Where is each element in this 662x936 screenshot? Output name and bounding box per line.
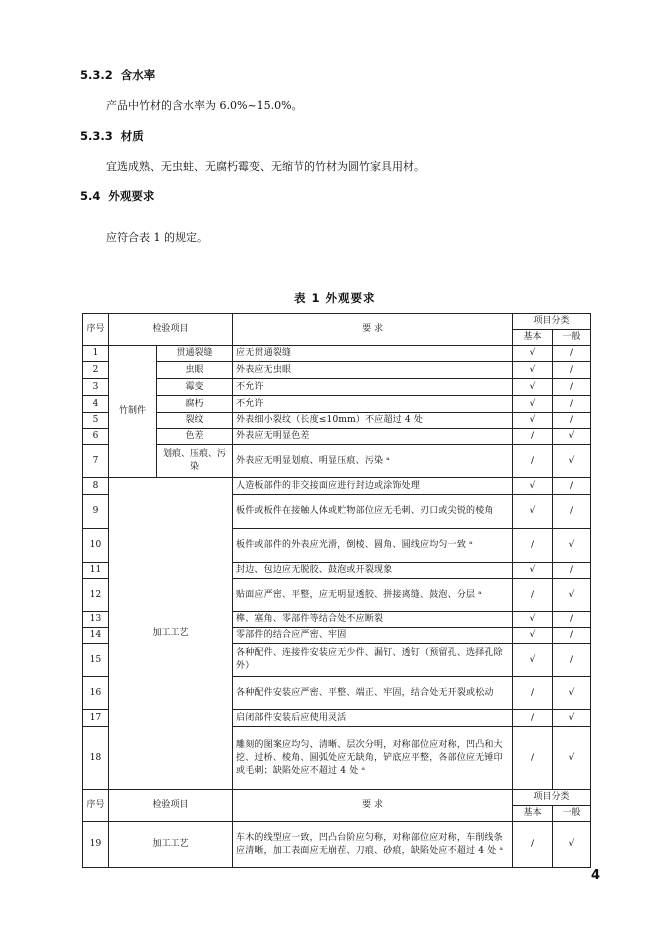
- header-basic: 基本: [513, 806, 553, 822]
- row-item: 裂纹: [157, 413, 233, 429]
- section-title: 材质: [120, 129, 144, 143]
- section-5-3-2-body: 产品中竹材的含水率为 6.0%~15.0%。: [106, 99, 303, 112]
- row-general: √: [553, 822, 591, 868]
- row-basic: /: [513, 677, 553, 710]
- row-requirement: 板件或部件的外表应光滑，倒棱、圆角、圆线应均匀一致 ᵃ: [233, 529, 513, 563]
- header-requirement: 要 求: [233, 790, 513, 822]
- row-requirement: 各种配件、连接件安装应无少件、漏钉、透钉（预留孔、选择孔除外）: [233, 644, 513, 677]
- row-item: 霉变: [157, 379, 233, 396]
- section-number: 5.3.3: [80, 129, 113, 143]
- row-basic: /: [513, 822, 553, 868]
- row-requirement: 应无贯通裂缝: [233, 346, 513, 362]
- row-basic: /: [513, 727, 553, 790]
- row-requirement: 零部件的结合应严密、牢固: [233, 628, 513, 644]
- row-requirement: 启闭部件安装后应使用灵活: [233, 710, 513, 727]
- header-category: 项目分类: [513, 790, 591, 806]
- row-requirement: 外表细小裂纹（长度≤10mm）不应超过 4 处: [233, 413, 513, 429]
- row-requirement: 封边、包边应无脱胶、鼓泡或开裂现象: [233, 563, 513, 579]
- row-basic: √: [513, 628, 553, 644]
- section-number: 5.4: [80, 189, 101, 203]
- header-item: 检验项目: [109, 790, 233, 822]
- row-basic: √: [513, 612, 553, 628]
- row-basic: /: [513, 579, 553, 612]
- row-item: 虫眼: [157, 362, 233, 379]
- page-number: 4: [590, 868, 600, 883]
- row-basic: √: [513, 563, 553, 579]
- row-basic: √: [513, 644, 553, 677]
- row-basic: /: [513, 710, 553, 727]
- row-requirement: 雕刻的图案应均匀、清晰、层次分明，对称部位应对称，凹凸和大挖、过桥、棱角、圆弧处应无缺角，铲底应平整，各部位应无锤印或毛刺；缺陷处应不超过 4 处 ᵃ: [233, 727, 513, 790]
- row-no: 3: [83, 379, 109, 396]
- row-general: √: [553, 579, 591, 612]
- row-general: √: [553, 529, 591, 563]
- header-basic: 基本: [513, 330, 553, 346]
- row-no: 16: [83, 677, 109, 710]
- group-processing: 加工工艺: [109, 822, 233, 868]
- row-no: 17: [83, 710, 109, 727]
- row-basic: √: [513, 413, 553, 429]
- row-item: 划痕、压痕、污染: [157, 445, 233, 478]
- row-requirement: 板件或板件在接触人体或贮物部位应无毛刺、刃口或尖锐的棱角: [233, 495, 513, 529]
- row-requirement: 榫、塞角、零部件等结合处不应断裂: [233, 612, 513, 628]
- row-general: /: [553, 362, 591, 379]
- row-basic: √: [513, 495, 553, 529]
- row-no: 13: [83, 612, 109, 628]
- section-5-3-2-heading: [80, 67, 155, 83]
- row-requirement: 外表应无明显色差: [233, 429, 513, 445]
- header-general: 一般: [553, 330, 591, 346]
- section-number: 5.3.2: [80, 68, 113, 82]
- row-general: /: [553, 346, 591, 362]
- row-general: √: [553, 710, 591, 727]
- row-requirement: 不允许: [233, 379, 513, 396]
- section-5-3-3-heading: [80, 128, 144, 144]
- row-general: /: [553, 628, 591, 644]
- row-requirement: 不允许: [233, 396, 513, 413]
- row-no: 4: [83, 396, 109, 413]
- row-general: /: [553, 396, 591, 413]
- row-general: /: [553, 563, 591, 579]
- row-no: 12: [83, 579, 109, 612]
- row-basic: √: [513, 478, 553, 495]
- section-5-4-heading: [80, 188, 154, 204]
- header-requirement: 要 求: [233, 314, 513, 346]
- row-no: 8: [83, 478, 109, 495]
- row-no: 7: [83, 445, 109, 478]
- row-basic: √: [513, 346, 553, 362]
- group-processing: 加工工艺: [109, 478, 233, 790]
- row-no: 14: [83, 628, 109, 644]
- row-general: /: [553, 644, 591, 677]
- section-5-3-3-body: 宜选成熟、无虫蛀、无腐朽霉变、无缩节的竹材为圆竹家具用材。: [106, 160, 425, 173]
- row-no: 11: [83, 563, 109, 579]
- row-no: 19: [83, 822, 109, 868]
- row-basic: √: [513, 379, 553, 396]
- row-general: √: [553, 445, 591, 478]
- row-no: 18: [83, 727, 109, 790]
- row-general: /: [553, 495, 591, 529]
- header-general: 一般: [553, 806, 591, 822]
- row-general: /: [553, 379, 591, 396]
- row-requirement: 外表应无虫眼: [233, 362, 513, 379]
- row-no: 1: [83, 346, 109, 362]
- row-general: /: [553, 478, 591, 495]
- header-item: 检验项目: [109, 314, 233, 346]
- row-basic: /: [513, 429, 553, 445]
- appearance-requirements-table: [82, 313, 591, 868]
- row-requirement: 车木的线型应一致，凹凸台阶应匀称，对称部位应对称，车削线条应清晰，加工表面应无崩茬、刀痕、砂痕，缺陷处应不超过 4 处 ᵃ: [233, 822, 513, 868]
- row-general: √: [553, 727, 591, 790]
- row-basic: /: [513, 529, 553, 563]
- section-5-4-body: 应符合表 1 的规定。: [106, 231, 208, 244]
- table-caption: 表 1 外观要求: [294, 291, 376, 305]
- row-general: √: [553, 677, 591, 710]
- row-requirement: 贴面应严密、平整，应无明显透胶、拼接离缝、鼓泡、分层 ᵃ: [233, 579, 513, 612]
- row-general: √: [553, 429, 591, 445]
- row-item: 贯通裂缝: [157, 346, 233, 362]
- header-category: 项目分类: [513, 314, 591, 330]
- section-title: 含水率: [120, 68, 156, 82]
- row-basic: √: [513, 362, 553, 379]
- row-basic: √: [513, 396, 553, 413]
- row-general: /: [553, 413, 591, 429]
- row-basic: /: [513, 445, 553, 478]
- header-no: 序号: [83, 790, 109, 822]
- row-no: 2: [83, 362, 109, 379]
- row-requirement: 各种配件安装应严密、平整、端正、牢固，结合处无开裂或松动: [233, 677, 513, 710]
- row-no: 5: [83, 413, 109, 429]
- row-item: 色差: [157, 429, 233, 445]
- row-requirement: 人造板部件的非交接面应进行封边或涂饰处理: [233, 478, 513, 495]
- row-no: 6: [83, 429, 109, 445]
- row-no: 9: [83, 495, 109, 529]
- row-no: 10: [83, 529, 109, 563]
- group-bamboo-parts: 竹制件: [109, 346, 157, 478]
- header-no: 序号: [83, 314, 109, 346]
- section-title: 外观要求: [108, 189, 155, 203]
- row-item: 腐朽: [157, 396, 233, 413]
- row-requirement: 外表应无明显划痕、明显压痕、污染 ᵃ: [233, 445, 513, 478]
- row-general: /: [553, 612, 591, 628]
- row-no: 15: [83, 644, 109, 677]
